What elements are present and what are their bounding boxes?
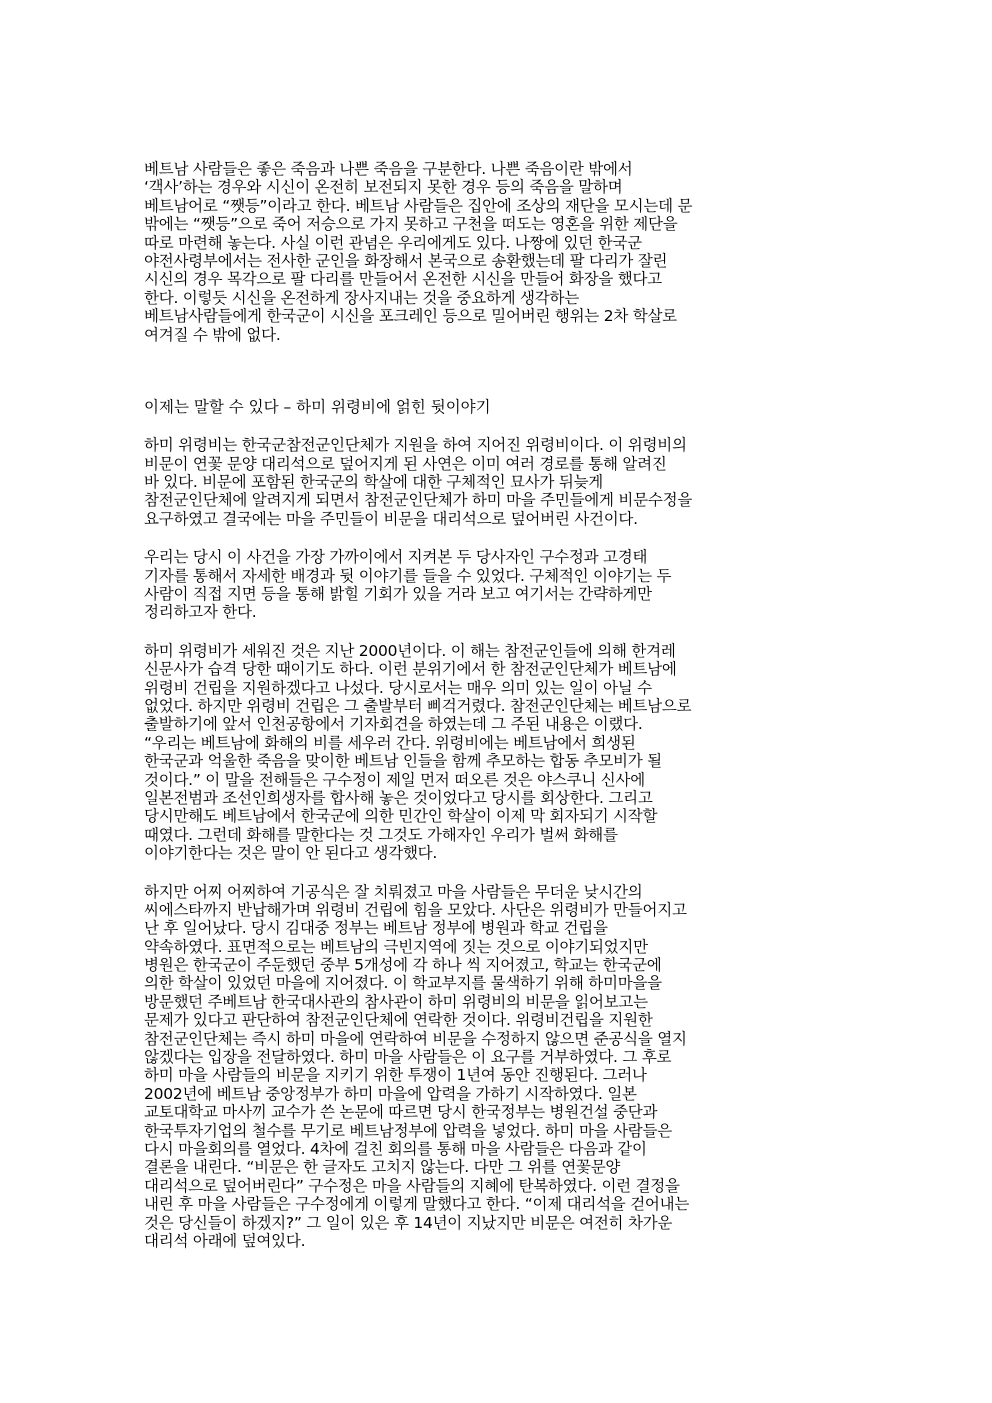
text-line: 한국군과 억울한 죽음을 맞이한 베트남 인들을 함께 추모하는 합동 추모비가 될	[144, 752, 662, 771]
intro-paragraph	[144, 160, 856, 344]
text-line: 하미 위령비는 한국군참전군인단체가 지원을 하여 지어진 위령비이다. 이 위령비의	[144, 436, 687, 455]
text-line: 이야기한다는 것은 말이 안 된다고 생각했다.	[144, 844, 438, 863]
text-line: 요구하였고 결국에는 마을 주민들이 비문을 대리석으로 덮어버린 사건이다.	[144, 509, 638, 528]
text-line: 바 있다. 비문에 포함된 한국군의 학살에 대한 구체적인 묘사가 뒤늦게	[144, 473, 604, 492]
text-line: 하미 위령비가 세워진 것은 지난 2000년이다. 이 해는 참전군인들에 의해 한겨레	[144, 641, 676, 660]
text-line: 신문사가 습격 당한 때이기도 하다. 이런 분위기에서 한 참전군인단체가 베트남에	[144, 660, 677, 679]
section-spacer	[144, 344, 856, 398]
text-line: 시신의 경우 목각으로 팔 다리를 만들어서 온전한 시신을 만들어 화장을 했다고	[144, 270, 662, 289]
text-line: 사람이 직접 지면 등을 통해 밝힐 기회가 있을 거라 보고 여기서는 간략하게만	[144, 585, 652, 604]
text-line: 밖에는 “쨋등”으로 죽어 저승으로 가지 못하고 구천을 떠도는 영혼을 위한 제단을	[144, 215, 678, 234]
text-line: 않겠다는 입장을 전달하였다. 하미 마을 사람들은 이 요구를 거부하였다. 그 후로	[144, 1048, 672, 1067]
text-line: 비문이 연꽃 문양 대리석으로 덮어지게 된 사연은 이미 여러 경로를 통해 알려진	[144, 454, 667, 473]
text-line: 정리하고자 한다.	[144, 603, 257, 622]
text-line: 교토대학교 마사끼 교수가 쓴 논문에 따르면 당시 한국정부는 병원건설 중단과	[144, 1103, 658, 1122]
text-line: 따로 마련해 놓는다. 사실 이런 관념은 우리에게도 있다. 나짱에 있던 한국군	[144, 233, 642, 252]
text-line: 것이다.” 이 말을 전해들은 구수정이 제일 먼저 떠오른 것은 야스쿠니 신사에	[144, 770, 645, 789]
text-line: 때였다. 그런데 화해를 말한다는 것 그것도 가해자인 우리가 벌써 화해를	[144, 825, 618, 844]
text-line: 한다. 이렇듯 시신을 온전하게 장사지내는 것을 중요하게 생각하는	[144, 288, 579, 307]
text-line: 야전사령부에서는 전사한 군인을 화장해서 본국으로 송환했는데 팔 다리가 잘린	[144, 251, 668, 270]
text-line: 우리는 당시 이 사건을 가장 가까이에서 지켜본 두 당사자인 구수정과 고경태	[144, 548, 648, 567]
text-line: 대리석 아래에 덮여있다.	[144, 1231, 306, 1250]
text-line: 여겨질 수 밖에 없다.	[144, 325, 281, 344]
paragraph-3	[144, 642, 856, 863]
text-line: ‘객사’하는 경우와 시신이 온전히 보전되지 못한 경우 등의 죽음을 말하며	[144, 178, 623, 197]
text-line: 것은 당신들이 하겠지?” 그 일이 있은 후 14년이 지났지만 비문은 여전히 차가운	[144, 1213, 673, 1232]
text-line: 당시만해도 베트남에서 한국군에 의한 민간인 학살이 이제 막 회자되기 시작할	[144, 807, 658, 826]
text-line: 결론을 내린다. “비문은 한 글자도 고치지 않는다. 다만 그 위를 연꽃문양	[144, 1158, 621, 1177]
text-line: 일본전범과 조선인희생자를 합사해 놓은 것이었다고 당시를 회상한다. 그리고	[144, 788, 653, 807]
paragraph-spacer	[144, 622, 856, 642]
text-line: 출발하기에 앞서 인천공항에서 기자회견을 하였는데 그 주된 내용은 이랬다.	[144, 715, 643, 734]
paragraph-spacer	[144, 863, 856, 883]
text-line: 씨에스타까지 반납해가며 위령비 건립에 힘을 모았다. 사단은 위령비가 만들어지고	[144, 900, 687, 919]
text-line: “우리는 베트남에 화해의 비를 세우러 간다. 위령비에는 베트남에서 희생된	[144, 733, 636, 752]
document-body	[144, 160, 856, 1250]
section-heading: 이제는 말할 수 있다 – 하미 위령비에 얽힌 뒷이야기	[144, 397, 491, 416]
paragraph-spacer	[144, 416, 856, 436]
text-line: 기자를 통해서 자세한 배경과 뒷 이야기를 들을 수 있었다. 구체적인 이야기는 두	[144, 566, 672, 585]
text-line: 2002년에 베트남 중앙정부가 하미 마을에 압력을 가하기 시작하였다. 일본	[144, 1084, 637, 1103]
text-line: 베트남 사람들은 좋은 죽음과 나쁜 죽음을 구분한다. 나쁜 죽음이란 밖에서	[144, 160, 633, 178]
paragraph-4	[144, 883, 856, 1251]
paragraph-2	[144, 548, 856, 622]
paragraph-spacer	[144, 528, 856, 548]
text-line: 위령비 건립을 지원하겠다고 나섰다. 당시로서는 매우 의미 있는 일이 아닐 수	[144, 678, 652, 697]
text-line: 내린 후 마을 사람들은 구수정에게 이렇게 말했다고 한다. “이제 대리석을 걷어내는	[144, 1195, 690, 1214]
text-line: 베트남사람들에게 한국군이 시신을 포크레인 등으로 밀어버린 행위는 2차 학살로	[144, 307, 677, 326]
text-line: 방문했던 주베트남 한국대사관의 참사관이 하미 위령비의 비문을 읽어보고는	[144, 992, 648, 1011]
text-line: 난 후 일어났다. 당시 김대중 정부는 베트남 정부에 병원과 학교 건립을	[144, 919, 608, 938]
text-line: 다시 마을회의를 열었다. 4차에 걸친 회의를 통해 마을 사람들은 다음과 같이	[144, 1139, 647, 1158]
text-line: 참전군인단체는 즉시 하미 마을에 연락하여 비문을 수정하지 않으면 준공식을 열지	[144, 1029, 687, 1048]
text-line: 베트남어로 “쨋등”이라고 한다. 베트남 사람들은 집안에 조상의 재단을 모시는데 문	[144, 196, 693, 215]
text-line: 한국투자기업의 철수를 무기로 베트남정부에 압력을 넣었다. 하미 마을 사람들은	[144, 1121, 672, 1140]
text-line: 없었다. 하지만 위령비 건립은 그 출발부터 삐걱거렸다. 참전군인단체는 베트남으로	[144, 697, 692, 715]
text-line: 문제가 있다고 판단하여 참전군인단체에 연락한 것이다. 위령비건립을 지원한	[144, 1011, 653, 1030]
paragraph-1	[144, 436, 856, 528]
text-line: 의한 학살이 있었던 마을에 지어졌다. 이 학교부지를 물색하기 위해 하미마을을	[144, 974, 662, 993]
text-line: 참전군인단체에 알려지게 되면서 참전군인단체가 하미 마을 주민들에게 비문수정을	[144, 491, 693, 510]
text-line: 병원은 한국군이 주둔했던 중부 5개성에 각 하나 씩 지어졌고, 학교는 한국군에	[144, 956, 662, 975]
text-line: 대리석으로 덮어버린다” 구수정은 마을 사람들의 지혜에 탄복하였다. 이런 결정을	[144, 1176, 680, 1195]
text-line: 하미 마을 사람들의 비문을 지키기 위한 투쟁이 1년여 동안 진행된다. 그러나	[144, 1066, 647, 1085]
text-line: 약속하였다. 표면적으로는 베트남의 극빈지역에 짓는 것으로 이야기되었지만	[144, 937, 648, 956]
text-line: 하지만 어찌 어찌하여 기공식은 잘 치뤄졌고 마을 사람들은 무더운 낮시간의	[144, 882, 643, 901]
